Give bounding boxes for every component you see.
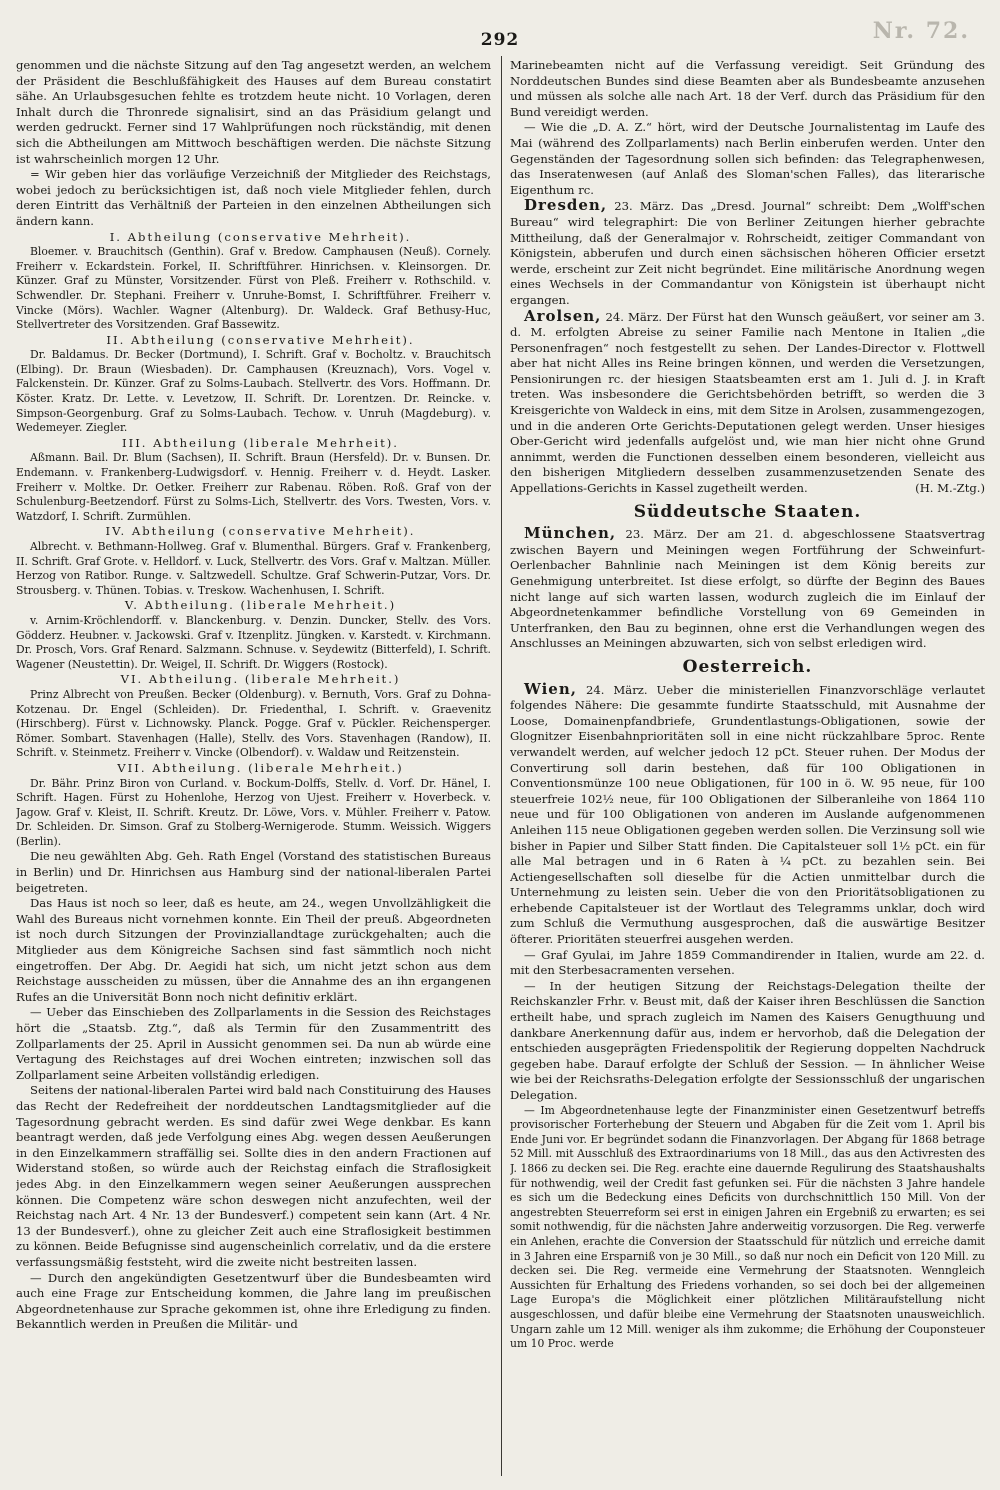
paragraph: — Durch den angekündigten Gesetzentwurf über die Bundesbeamten wird auch eine Frage zur Entscheidung kommen, die Jahre lang im preußischen Abgeordnetenhause zur Sprache gekommen ist, ohne ihre Erledigung zu finden. Bekanntlich werden in Preußen die Militär- und [16, 1270, 491, 1332]
section-heading: VI. Abtheilung. (liberale Mehrheit.) [120, 672, 401, 687]
column-divider [501, 56, 502, 1476]
paragraph: Marinebeamten nicht auf die Verfassung vereidigt. Seit Gründung des Norddeutschen Bundes sind diese Beamten aber als Bundesbeamte anzusehen und müssen als solche alle nach Art. 18 der Verf. durch das Präsidium für den Bund vereidigt werden. [510, 58, 985, 119]
section-heading: V. Abtheilung. (liberale Mehrheit.) [124, 598, 397, 613]
dateline: München, [524, 524, 617, 543]
paragraph: — In der heutigen Sitzung der Reichstags-Delegation theilte der Reichskanzler Frhr. v. Beust mit, daß der Kaiser ihren Beschlüssen die Sanction ertheilt habe, und sprach zugleich im Namen des Kaisers Genugthuung und dankbare Anerkennung dafür aus, indem er hervorhob, daß die Delegation der entschieden ausgeprägten Friedenspolitik der Regierung doppelten Nachdruck gegeben habe. Darauf erfolgte der Schluß der Session. — In ähnlicher Weise wie bei der Reichsraths-Delegation erfolgte der Sessionsschluß der ungarischen Delegation. [510, 978, 985, 1102]
dateline: Dresden, [524, 196, 608, 215]
section-heading: IV. Abtheilung (conservative Mehrheit). [105, 524, 416, 539]
paragraph: = Wir geben hier das vorläufige Verzeichniß der Mitglieder des Reichstags, wobei jedoch zu berücksichtigen ist, daß noch viele Mitglieder fehlen, durch deren Eintritt das Verhältniß der Parteien in den einzelnen Abtheilungen sich ändern kann. [16, 167, 491, 228]
paragraph: Die neu gewählten Abg. Geh. Rath Engel (Vorstand des statistischen Bureaus in Berlin) und Dr. Hinrichsen aus Hamburg sind der national-liberalen Partei beigetreten. [16, 849, 491, 895]
paragraph: — Wie die „D. A. Z.“ hört, wird der Deutsche Journalistentag im Laufe des Mai (während des Zollparlaments) nach Berlin einberufen werden. Unter den Gegenständen der Tagesordnung sollen sich befinden: das Telegraphenwesen, das Inseratenwesen (auf Anlaß des Sloman'schen Falles), das literarische Eigenthum rc. [510, 120, 985, 197]
member-list: Albrecht. v. Bethmann-Hollweg. Graf v. Blumenthal. Bürgers. Graf v. Frankenberg, II. Schrift. Graf Grote. v. Helldorf. v. Luck, Stellvertr. des Vors. Graf v. Maltzan. Müller. Herzog von Ratibor. Runge. v. Saltzwedell. Schultze. Graf Schwerin-Putzar, Vors. Dr. Strousberg. v. Thünen. Tobias. v. Treskow. Wachenhusen, I. Schrift. [16, 540, 491, 597]
page-number: 292 [480, 30, 520, 50]
news-text: 23. März. Der am 21. d. abgeschlossene Staatsvertrag zwischen Bayern und Meiningen wegen Fortführung der Schweinfurt-Oerlenbacher Bahnlinie nach Meiningen ist dem König bereits zur Genehmigung unterbreitet. Ist diese erfolgt, so dürfte der Beginn des Baues nicht lange auf sich warten lassen, wodurch zugleich die im Einlauf der Abgeordnetenkammer befindliche Vorstellung von 69 Gemeinden in Unterfranken, den Bau zu beginnen, ohne erst die Verhandlungen wegen des Anschlusses an Meiningen abzuwarten, sich von selbst erledigen wird. [510, 527, 985, 651]
paragraph: Das Haus ist noch so leer, daß es heute, am 24., wegen Unvollzähligkeit die Wahl des Bureaus nicht vornehmen konnte. Ein Theil der preuß. Abgeordneten ist noch durch Sitzungen der Provinziallandtage zurückgehalten; auch die Mitglieder aus dem Königreiche Sachsen sind fast sämmtlich noch nicht eingetroffen. Der Abg. Dr. Aegidi hat sich, um nicht jetzt schon aus dem Reichstage ausscheiden zu müssen, über die Annahme des an ihn ergangenen Rufes an die Universität Bonn noch nicht definitiv erklärt. [16, 896, 491, 1004]
news-text: 23. März. Das „Dresd. Journal“ schreibt: Dem „Wolff'schen Bureau“ wird telegraphirt: Die von Berliner Zeitungen hierher gebrachte Mittheilung, daß der Generalmajor v. Rohrscheidt, zeitiger Commandant von Königstein, abberufen und durch einen sächsischen höheren Officier ersetzt werde, erscheint zur Zeit nicht begründet. Eine militärische Anordnung wegen eines Wechsels in der Commandantur von Königstein ist überhaupt nicht ergangen. [510, 199, 985, 307]
dateline: Arolsen, [524, 306, 602, 325]
bleed-through-header: Nr. 72. [872, 18, 970, 44]
news-item-muenchen [510, 526, 985, 652]
region-heading: Oesterreich. [682, 656, 813, 677]
news-item-arolsen [510, 306, 985, 497]
section-heading: VII. Abtheilung. (liberale Mehrheit.) [117, 760, 404, 775]
member-list: Bloemer. v. Brauchitsch (Genthin). Graf v. Bredow. Camphausen (Neuß). Cornely. Freiherr v. Eckardstein. Forkel, II. Schriftführer. Hinrichsen. v. Kleinsorgen. Dr. Künzer. Graf zu Münster, Vorsitzender. Fürst von Pleß. Freiherr v. Rothschild. v. Schwendler. Dr. Stephani. Freiherr v. Unruhe-Bomst, I. Schriftführer. Freiherr v. Vincke (Mörs). Wachler. Wagner (Altenburg). Dr. Waldeck. Graf Bethusy-Huc, Stellvertreter des Vorsitzenden. Graf Bassewitz. [16, 245, 491, 332]
section-heading: II. Abtheilung (conservative Mehrheit). [106, 332, 415, 347]
paragraph: Seitens der national-liberalen Partei wird bald nach Constituirung des Hauses das Recht der Redefreiheit der norddeutschen Landtagsmitglieder auf die Tagesordnung gebracht werden. Es sind dafür zwei Wege denkbar. Es kann beantragt werden, daß jede Verfolgung eines Abg. wegen dessen Aeußerungen in den Einzelkammern straffällig sei. Sollte dies in den andern Fractionen auf Widerstand stoßen, so würde auch der Reichstag einfach die Straflosigkeit jedes Abg. in den Einzelkammern wegen seiner Aeußerungen aussprechen können. Die Competenz wäre schon deswegen nicht anzufechten, weil der Reichstag nach Art. 4 Nr. 13 der Bundesverf.) competent sein kann (Art. 4 Nr. 13 der Bundesverf.), ohne zu gleicher Zeit auch eine Straflosigkeit bestimmen zu können. Beide Befugnisse sind augenscheinlich correlativ, und da die erstere verfassungsmäßig feststeht, wird die zweite nicht bestreiten lassen. [16, 1083, 491, 1269]
left-column [16, 58, 491, 1478]
news-item-dresden [510, 198, 985, 308]
section-heading: III. Abtheilung (liberale Mehrheit). [122, 435, 399, 450]
news-text: 24. März. Ueber die ministeriellen Finanzvorschläge verlautet folgendes Nähere: Die gesammte fundirte Staatsschuld, mit Ausnahme der Loose, Domainenpfandbriefe, Grundentlastungs-Obligationen, sowie der Glognitzer Eisenbahnprioritäten soll in eine nicht rückzahlbare 5proc. Rente verwandelt werden, auf welcher jedoch 12 pCt. Steuer ruhen. Der Modus der Convertirung soll darin bestehen, daß für 100 Obligationen in Conventionsmünze 100 neue Obligationen, für 100 in ö. W. 95 neue, für 100 steuerfreie 102½ neue, für 100 Obligationen der Silberanleihe von 1864 110 neue und für 100 Obligationen von anderen im Auslande aufgenommenen Anleihen 115 neue Obligationen gegeben werden sollen. Die Verzinsung soll wie bisher in Papier und Silber Statt finden. Die Capitalsteuer soll 1½ pCt. ein für alle Mal betragen und in 6 Raten à ¼ pCt. zu bezahlen sein. Bei Actiengesellschaften soll dieselbe für die Actien unmittelbar durch die Unternehmung zu leisten sein. Ueber die von den Prioritätsobligationen zu erhebende Capitalsteuer ist der Wortlaut des Telegramms unklar, doch wird zum Schluß die Vermuthung ausgesprochen, daß die auswärtige Besitzer öfterer. Prioritäten steuerfrei ausgehen werden. [510, 682, 985, 947]
member-list: Prinz Albrecht von Preußen. Becker (Oldenburg). v. Bernuth, Vors. Graf zu Dohna-Kotzenau. Dr. Engel (Schleiden). Dr. Friedenthal, I. Schrift. v. Graevenitz (Hirschberg). Fürst v. Lichnowsky. Planck. Pogge. Graf v. Pückler. Reichensperger. Römer. Sombart. Stavenhagen (Halle), Stellv. des Vors. Stavenhagen (Randow), II. Schrift. v. Steinmetz. Freiherr v. Vincke (Olbendorf). v. Waldaw und Reitzenstein. [16, 687, 491, 760]
section-heading: I. Abtheilung (conservative Mehrheit). [109, 229, 412, 244]
paragraph: — Graf Gyulai, im Jahre 1859 Commandirender in Italien, wurde am 22. d. mit den Sterbesacramenten versehen. [510, 947, 985, 978]
right-column [510, 58, 985, 1478]
member-list: Dr. Baldamus. Dr. Becker (Dortmund), I. Schrift. Graf v. Bocholtz. v. Brauchitsch (Elbing). Dr. Braun (Wiesbaden). Dr. Camphausen (Kreuznach), Vors. Vogel v. Falckenstein. Dr. Künzer. Graf zu Solms-Laubach. Stellvertr. des Vors. Hoffmann. Dr. Köster. Kratz. Dr. Lette. v. Levetzow, II. Schrift. Dr. Lorentzen. Dr. Reincke. v. Simpson-Georgenburg. Graf zu Solms-Laubach. Techow. v. Unruh (Magdeburg). v. Wedemeyer. Ziegler. [16, 348, 491, 435]
member-list: Aßmann. Bail. Dr. Blum (Sachsen), II. Schrift. Braun (Hersfeld). Dr. v. Bunsen. Dr. Endemann. v. Frankenberg-Ludwigsdorf. v. Hennig. Freiherr v. d. Heydt. Lasker. Freiherr v. Moltke. Dr. Oetker. Freiherr zur Rabenau. Röben. Roß. Graf von der Schulenburg-Beetzendorf. Fürst zu Solms-Lich, Stellvertr. des Vors. Twesten, Vors. v. Watzdorf, I. Schrift. Zurmühlen. [16, 451, 491, 523]
region-heading: Süddeutsche Staaten. [633, 501, 862, 522]
dateline: Wien, [524, 679, 577, 698]
paragraph: genommen und die nächste Sitzung auf den Tag angesetzt werden, an welchem der Präsident die Beschlußfähigkeit des Hauses auf dem Bureau constatirt sähe. An Urlaubsgesuchen fehlte es trotzdem heute nicht. 10 Vorlagen, deren Inhalt durch die Thronrede signalisirt, sind an das Präsidium gelangt und werden gedruckt. Ferner sind 17 Wahlprüfungen noch rückständig, mit denen sich die Abtheilungen am Mittwoch beschäftigen werden. Die nächste Sitzung ist wahrscheinlich morgen 12 Uhr. [16, 58, 491, 166]
paragraph: — Im Abgeordnetenhause legte der Finanzminister einen Gesetzentwurf betreffs provisorischer Forterhebung der Steuern und Abgaben für die Zeit vom 1. April bis Ende Juni vor. Er begründet sodann die Finanzvorlagen. Der Abgang für 1868 betrage 52 Mill. mit Ausschluß des Extraordinariums von 18 Mill., das aus den Activresten des J. 1866 zu decken sei. Die Reg. erachte eine dauernde Regulirung des Staatshaushalts für nothwendig, weil der Credit fast gefunken sei. Für die nächsten 3 Jahre handele es sich um die Bedeckung eines Deficits von durchschnittlich 150 Mill. Von der angestrebten Steuerreform sei erst in einigen Jahren ein Ergebniß zu erwarten; es sei somit nothwendig, für die nächsten Jahre anderweitig vorzusorgen. Die Reg. verwerfe ein Anlehen, erachte die Conversion der Staatsschuld für nützlich und erreiche damit in 3 Jahren eine Ersparniß von je 30 Mill., so daß nur noch ein Deficit von 120 Mill. zu decken sei. Die Reg. vermeide eine Vermehrung der Staatsnoten. Wenngleich Aussichten für Erhaltung des Friedens vorhanden, so sei doch bei der allgemeinen Lage Europa's die Möglichkeit einer plötzlichen Militäraufstellung nicht ausgeschlossen, und dafür bleibe eine Vermehrung der Staatsnoten unausweichlich. Ungarn zahle um 12 Mill. weniger als ihm zukomme; die Erhöhung der Couponsteuer um 10 Proc. werde [510, 1103, 985, 1351]
news-item-wien [510, 679, 985, 948]
source-credit: (H. M.-Ztg.) [915, 481, 985, 496]
news-text: 24. März. Der Fürst hat den Wunsch geäußert, vor seiner am 3. d. M. erfolgten Abreise zu seiner Familie nach Mentone in Italien „die Personenfragen“ noch festgestellt zu sehen. Der Landes-Director v. Flottwell aber hat nicht Alles ins Reine bringen können, und werden die Versetzungen, Pensionirungen rc. der hiesigen Staatsbeamten erst am 1. Juli d. J. in Kraft treten. Was insbesondere die Gerichtsbehörden betrifft, so werden die 3 Kreisgerichte von Waldeck in eins, mit dem Sitze in Arolsen, zusammengezogen, und in die anderen Orte Gerichts-Deputationen gelegt werden. Unser hiesiges Ober-Gericht wird jedenfalls aufgelöst und, wie man hier nicht ohne Grund annimmt, werden die Functionen desselben einem besonderen, vielleicht aus den bisherigen Mitgliedern desselben zusammenzusetzenden Senate des Appellations-Gerichts in Kassel zugetheilt werden. [510, 309, 985, 496]
member-list: v. Arnim-Kröchlendorff. v. Blanckenburg. v. Denzin. Duncker, Stellv. des Vors. Gödderz. Heubner. v. Jackowski. Graf v. Itzenplitz. Jüngken. v. Karstedt. v. Kirchmann. Dr. Prosch, Vors. Graf Renard. Salzmann. Schnuse. v. Seydewitz (Bitterfeld), I. Schrift. Wagener (Neustettin). Dr. Weigel, II. Schrift. Dr. Wiggers (Rostock). [16, 613, 491, 671]
member-list: Dr. Bähr. Prinz Biron von Curland. v. Bockum-Dolffs, Stellv. d. Vorf. Dr. Hänel, I. Schrift. Hagen. Fürst zu Hohenlohe, Herzog von Ujest. Freiherr v. Hoverbeck. v. Jagow. Graf v. Kleist, II. Schrift. Kreutz. Dr. Löwe, Vors. v. Mühler. Freiherr v. Patow. Dr. Schleiden. Dr. Simson. Graf zu Stolberg-Wernigerode. Stumm. Weissich. Wiggers (Berlin). [16, 776, 491, 848]
paragraph: — Ueber das Einschieben des Zollparlaments in die Session des Reichstages hört die „Staatsb. Ztg.“, daß als Termin für den Zusammentritt des Zollparlaments der 25. April in Aussicht genommen sei. Da nun ab würde eine Vertagung des Reichstages auf drei Wochen eintreten; inzwischen soll das Zollparlament seine Arbeiten vollständig erledigen. [16, 1005, 491, 1082]
